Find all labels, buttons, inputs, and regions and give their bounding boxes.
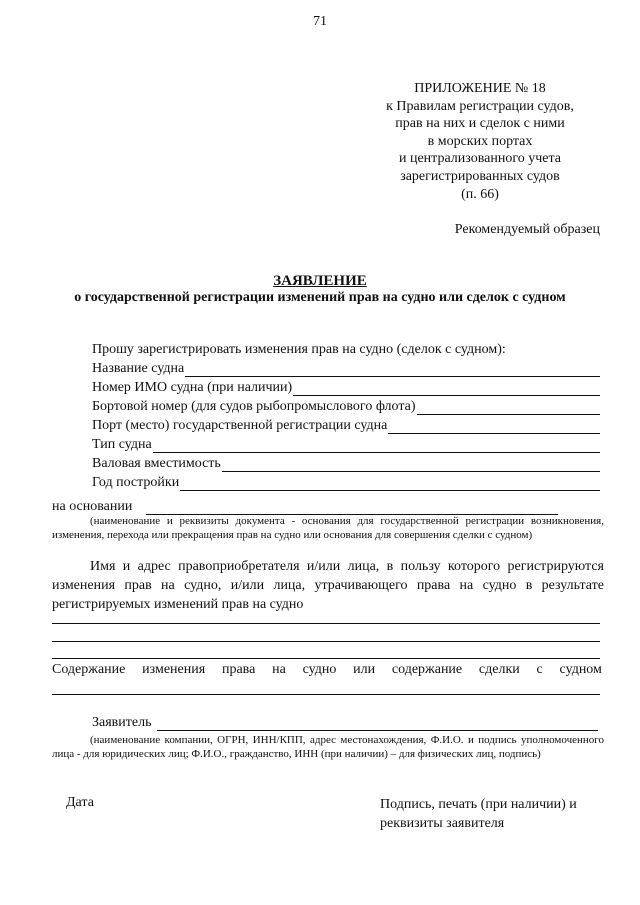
content-word: сделки	[478, 662, 520, 677]
content-word: права	[221, 662, 256, 677]
field-label: Бортовой номер (для судов рыбопромыслового флота)	[92, 399, 416, 414]
recommended-sample-label: Рекомендуемый образец	[454, 222, 600, 237]
content-word: судно	[302, 662, 337, 677]
signature-line: реквизиты заявителя	[380, 816, 505, 831]
content-word: с	[536, 662, 543, 677]
tonnage-field[interactable]	[92, 454, 600, 472]
date-label: Дата	[66, 795, 94, 810]
content-word: судном	[559, 662, 602, 677]
vessel-type-field[interactable]	[92, 435, 600, 453]
acquirer-line[interactable]	[52, 658, 600, 659]
acquirer-line[interactable]	[52, 623, 600, 624]
appendix-block	[360, 80, 600, 203]
basis-field[interactable]	[52, 497, 558, 515]
fill-line[interactable]	[388, 419, 600, 434]
field-label: Порт (место) государственной регистрации судна	[92, 418, 388, 433]
page-number: 71	[313, 14, 327, 29]
fill-line[interactable]	[417, 400, 600, 415]
fill-line[interactable]	[180, 476, 600, 491]
fill-line[interactable]	[157, 716, 598, 731]
change-content-label	[52, 662, 602, 678]
content-word: изменения	[142, 662, 206, 677]
document-subtitle: о государственной регистрации изменений прав на судно или сделок с судном	[74, 290, 566, 305]
fill-line[interactable]	[293, 381, 600, 396]
acquirer-line[interactable]	[52, 641, 600, 642]
field-label: Номер ИМО судна (при наличии)	[92, 380, 293, 395]
vessel-name-field[interactable]	[92, 359, 600, 377]
content-word: на	[272, 662, 286, 677]
signature-block	[380, 795, 577, 833]
content-line[interactable]	[52, 694, 600, 695]
field-label: на основании	[52, 499, 133, 514]
field-label: Тип судна	[92, 437, 152, 452]
fill-line[interactable]	[153, 438, 600, 453]
port-field[interactable]	[92, 416, 600, 434]
appendix-line: прав на них и сделок с ними	[395, 116, 565, 132]
field-label: Год постройки	[92, 475, 180, 490]
applicant-note: (наименование компании, ОГРН, ИНН/КПП, адрес местонахождения, Ф.И.О. и подпись уполномоченного лица - для юридических лиц; Ф.И.О., гражданство, ИНН (при наличии) – для физических лиц, подпись)	[52, 734, 604, 760]
field-label: Название судна	[92, 361, 185, 376]
signature-line: Подпись, печать (при наличии) и	[380, 797, 577, 812]
acquirer-text: Имя и адрес правоприобретателя и/или лица, в пользу которого регистрируются изменения прав на судно, и/или лица, утрачивающего права на судно в результате регистрируемых изменений прав на судно	[52, 559, 604, 612]
appendix-title: ПРИЛОЖЕНИЕ № 18	[414, 81, 546, 96]
applicant-field[interactable]	[92, 713, 598, 731]
request-text: Прошу зарегистрировать изменения прав на судно (сделок с судном):	[92, 342, 506, 357]
appendix-line: и централизованного учета	[398, 151, 562, 167]
fill-line[interactable]	[185, 362, 600, 377]
appendix-line: зарегистрированных судов	[400, 168, 560, 184]
content-word: или	[353, 662, 376, 677]
imo-field[interactable]	[92, 378, 600, 396]
fill-line[interactable]	[146, 500, 558, 515]
board-number-field[interactable]	[92, 397, 600, 415]
content-word: Содержание	[52, 662, 126, 677]
appendix-line: в морских портах	[427, 133, 533, 149]
appendix-line: к Правилам регистрации судов,	[386, 98, 574, 114]
content-word: содержание	[391, 662, 463, 677]
basis-note: (наименование и реквизиты документа - основания для государственной регистрации возникновения, изменения, перехода или прекращения прав на судно или основания для совершения сделки с судном)	[52, 515, 604, 541]
field-label: Заявитель	[92, 715, 152, 730]
fill-line[interactable]	[222, 457, 600, 472]
appendix-line: (п. 66)	[461, 186, 499, 202]
document-title: ЗАЯВЛЕНИЕ	[273, 273, 367, 289]
build-year-field[interactable]	[92, 473, 600, 491]
field-label: Валовая вместимость	[92, 456, 221, 471]
